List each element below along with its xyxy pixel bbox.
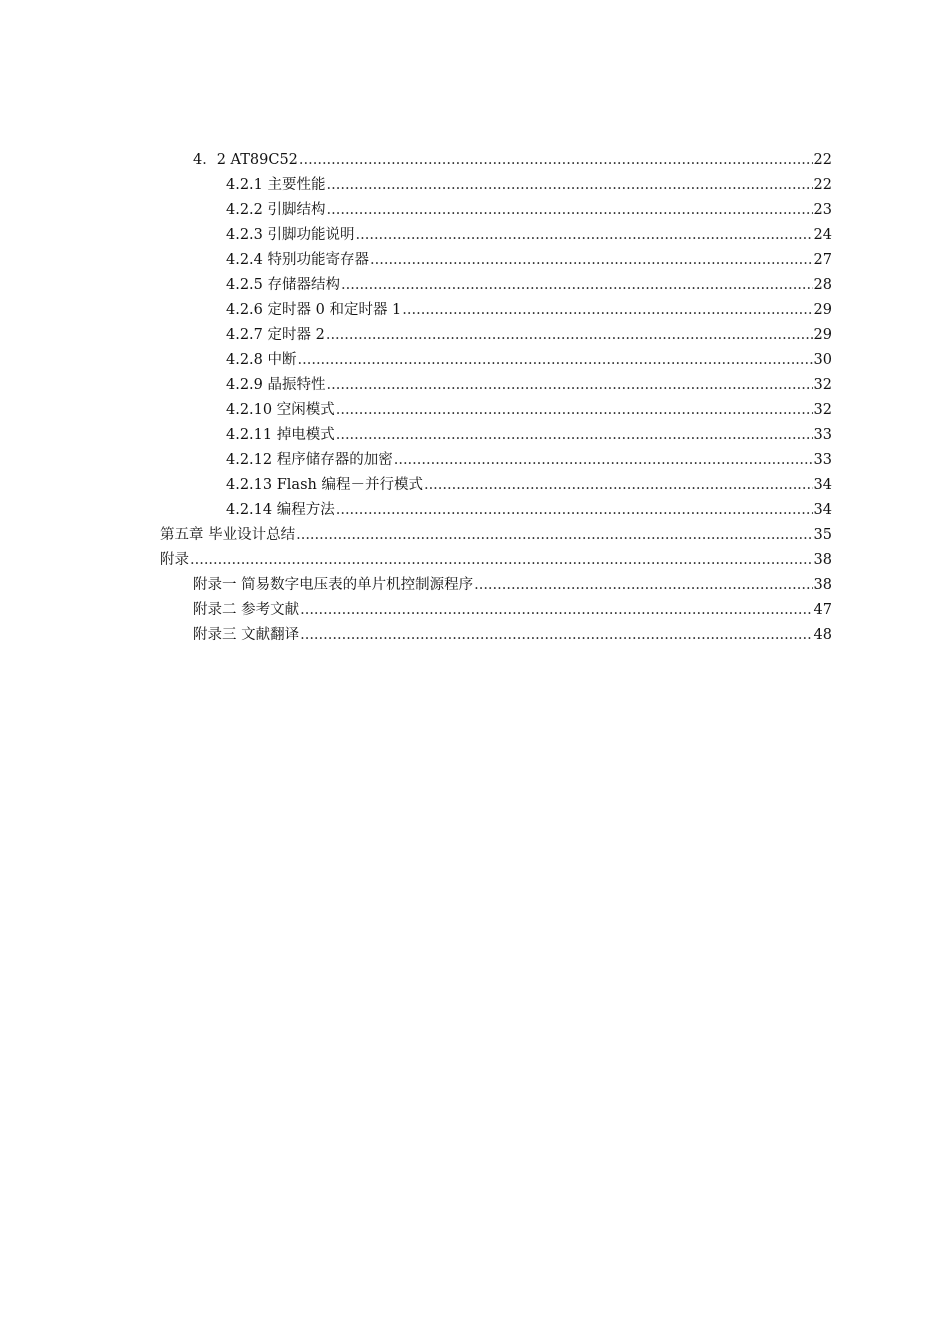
toc-entry-title: 附录一 简易数字电压表的单片机控制源程序 xyxy=(193,577,474,593)
toc-entry[interactable] xyxy=(160,273,832,298)
toc-dot-leader xyxy=(296,523,812,548)
toc-entry[interactable] xyxy=(160,323,832,348)
toc-page-number: 28 xyxy=(813,277,832,293)
toc-entry-title: 4.2.6 定时器 0 和定时器 1 xyxy=(226,302,402,318)
toc-entry-title: 4.2.9 晶振特性 xyxy=(226,377,326,393)
toc-dot-leader xyxy=(298,348,813,373)
toc-page-number: 47 xyxy=(813,602,832,618)
toc-entry[interactable] xyxy=(160,523,832,548)
toc-entry-title: 4.2.3 引脚功能说明 xyxy=(226,227,355,243)
toc-dot-leader xyxy=(336,423,813,448)
toc-dot-leader xyxy=(474,573,812,598)
toc-dot-leader xyxy=(300,623,812,648)
toc-entry[interactable] xyxy=(160,173,832,198)
toc-page-number: 32 xyxy=(813,402,832,418)
toc-dot-leader xyxy=(336,398,813,423)
toc-dot-leader xyxy=(402,298,812,323)
toc-entry-title: 4.2.14 编程方法 xyxy=(226,502,335,518)
toc-dot-leader xyxy=(190,548,813,573)
toc-page-number: 29 xyxy=(813,302,832,318)
toc-entry-title: 附录 xyxy=(160,552,189,568)
toc-dot-leader xyxy=(327,373,813,398)
toc-entry[interactable] xyxy=(160,423,832,448)
table-of-contents xyxy=(160,148,832,648)
toc-entry[interactable] xyxy=(160,573,832,598)
toc-entry[interactable] xyxy=(160,198,832,223)
toc-entry-title: 4.2.10 空闲模式 xyxy=(226,402,335,418)
toc-page-number: 34 xyxy=(813,502,832,518)
toc-entry[interactable] xyxy=(160,598,832,623)
toc-entry[interactable] xyxy=(160,148,832,173)
toc-dot-leader xyxy=(370,248,813,273)
toc-page-number: 38 xyxy=(813,577,832,593)
toc-page-number: 32 xyxy=(813,377,832,393)
toc-entry[interactable] xyxy=(160,548,832,573)
toc-entry-title: 4.2.7 定时器 2 xyxy=(226,327,325,343)
toc-page-number: 48 xyxy=(813,627,832,643)
toc-dot-leader xyxy=(424,473,813,498)
toc-dot-leader xyxy=(299,148,813,173)
toc-dot-leader xyxy=(300,598,812,623)
toc-entry[interactable] xyxy=(160,373,832,398)
toc-page-number: 23 xyxy=(813,202,832,218)
toc-page-number: 29 xyxy=(813,327,832,343)
toc-entry-title: 4．2 AT89C52 xyxy=(193,152,298,168)
toc-entry[interactable] xyxy=(160,498,832,523)
toc-entry[interactable] xyxy=(160,223,832,248)
toc-entry[interactable] xyxy=(160,248,832,273)
toc-dot-leader xyxy=(327,173,813,198)
toc-entry-title: 4.2.1 主要性能 xyxy=(226,177,326,193)
toc-entry-title: 4.2.12 程序储存器的加密 xyxy=(226,452,393,468)
toc-page-number: 33 xyxy=(813,452,832,468)
toc-page-number: 33 xyxy=(813,427,832,443)
toc-entry[interactable] xyxy=(160,623,832,648)
toc-entry[interactable] xyxy=(160,448,832,473)
toc-dot-leader xyxy=(356,223,813,248)
toc-page-number: 35 xyxy=(813,527,832,543)
toc-entry-title: 4.2.5 存储器结构 xyxy=(226,277,341,293)
toc-page-number: 38 xyxy=(813,552,832,568)
toc-dot-leader xyxy=(336,498,813,523)
toc-entry-title: 附录三 文献翻译 xyxy=(193,627,300,643)
toc-dot-leader xyxy=(326,323,813,348)
toc-entry-title: 4.2.2 引脚结构 xyxy=(226,202,326,218)
toc-entry-title: 4.2.4 特别功能寄存器 xyxy=(226,252,370,268)
toc-dot-leader xyxy=(341,273,813,298)
toc-entry-title: 附录二 参考文献 xyxy=(193,602,300,618)
toc-entry[interactable] xyxy=(160,473,832,498)
toc-entry-title: 4.2.11 掉电模式 xyxy=(226,427,335,443)
toc-page-number: 24 xyxy=(813,227,832,243)
toc-page-number: 27 xyxy=(813,252,832,268)
toc-dot-leader xyxy=(394,448,813,473)
toc-entry[interactable] xyxy=(160,398,832,423)
toc-entry-title: 4.2.8 中断 xyxy=(226,352,297,368)
toc-dot-leader xyxy=(327,198,813,223)
toc-page-number: 30 xyxy=(813,352,832,368)
toc-entry-title: 第五章 毕业设计总结 xyxy=(160,527,296,543)
toc-page-number: 22 xyxy=(813,177,832,193)
toc-entry-title: 4.2.13 Flash 编程－并行模式 xyxy=(226,477,423,493)
toc-entry[interactable] xyxy=(160,348,832,373)
toc-entry[interactable] xyxy=(160,298,832,323)
toc-page-number: 34 xyxy=(813,477,832,493)
toc-page-number: 22 xyxy=(813,152,832,168)
